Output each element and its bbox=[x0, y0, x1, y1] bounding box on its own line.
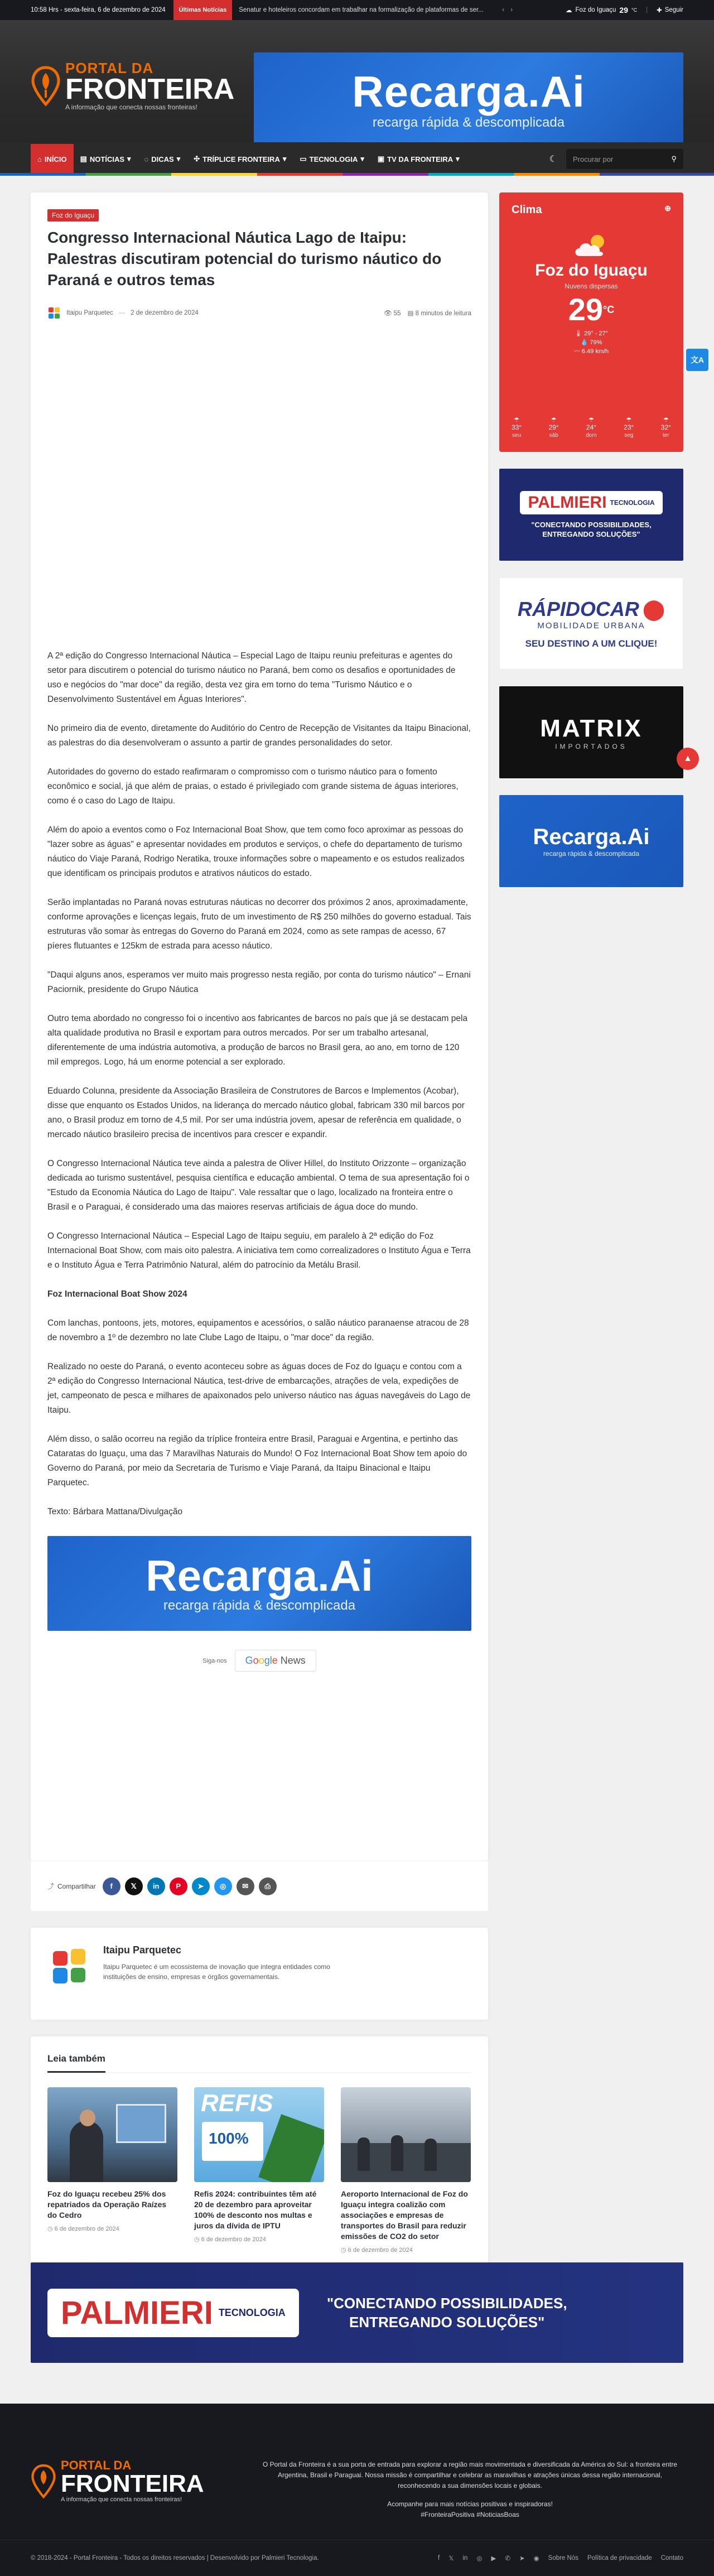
article-paragraph: Realizado no oeste do Paraná, o evento aconteceu sobre as águas doces de Foz do Iguaçu e contou com a 2ª edição do Congresso Internacional Náutica, test-drive de embarcações, atrações de vela, expedições de jet, campeonato de pesca e milhares de apaixonados pelo universo náutico nas águas navegáveis do Lago de Itaipu. bbox=[47, 1362, 471, 1415]
weather-forecast bbox=[512, 416, 671, 439]
sidebar bbox=[499, 192, 683, 887]
rapidocar-ad[interactable]: RÁPIDOCAR ⬤ MOBILIDADE URBANA SEU DESTINO A UM CLIQUE! bbox=[499, 577, 683, 670]
copyright: © 2018-2024 - Portal Fronteira - Todos os direitos reservados | Desenvolvido por Palmieri Tecnologia. bbox=[31, 2555, 319, 2561]
weather-condition: Nuvens dispersas bbox=[565, 282, 618, 290]
instagram-icon[interactable]: ◎ bbox=[476, 2555, 483, 2562]
thermometer-icon: 🌡 bbox=[574, 330, 584, 337]
weather-temp: $29^{^\circ C}$ bbox=[568, 292, 615, 327]
follow-button[interactable]: ✚ Seguir bbox=[657, 7, 683, 14]
latest-news-label: Últimas Notícias bbox=[173, 0, 233, 20]
tv-icon: ▣ bbox=[377, 155, 385, 163]
article-paragraph: "Daqui alguns anos, esperamos ver muito mais progresso nesta região, por conta do turismo náutico" – Ernani Paciornik, presidente do Grupo Náutica bbox=[47, 970, 471, 994]
map-pin-icon: ⬤ bbox=[642, 598, 665, 620]
weather-stats: 🌡 29° - 27° 💧 79% 〰 6.49 km/h bbox=[573, 330, 609, 355]
related-thumbnail: REFIS 100% bbox=[194, 2087, 324, 2182]
nav-triplice-fronteira[interactable]: ✣ TRÍPLICE FRONTEIRA ▾ bbox=[194, 155, 287, 163]
email-share-icon[interactable]: ✉ bbox=[237, 1877, 254, 1895]
article-paragraph: No primeiro dia de evento, diretamente do Auditório do Centro de Recepção de Visitantes da Itaipu Binacional, as palestras do dia desenvolveram o assunto a partir de grandes personalidades do setor. bbox=[47, 724, 471, 748]
translate-widget-button[interactable] bbox=[686, 349, 708, 371]
chevron-up-icon: ▲ bbox=[683, 754, 692, 763]
search-icon[interactable]: ⚲ bbox=[671, 155, 677, 163]
rain-icon: ☂ bbox=[588, 417, 594, 423]
share-icon: ⤴ bbox=[47, 1882, 55, 1890]
related-heading: Leia também bbox=[47, 2053, 105, 2073]
chevron-down-icon: ▾ bbox=[456, 155, 460, 163]
rain-icon: ☂ bbox=[551, 417, 557, 423]
footer-link-contato[interactable]: Contato bbox=[660, 2555, 683, 2561]
author-link[interactable]: Itaipu Parquetec bbox=[66, 310, 113, 316]
back-to-top-button[interactable] bbox=[677, 748, 699, 770]
footer-logo[interactable]: PORTAL DA FRONTEIRA A informação que conecta nossas fronteiras! bbox=[31, 2459, 204, 2503]
recarga-ad[interactable]: Recarga.Ai recarga rápida & descomplicada bbox=[499, 795, 683, 887]
related-post[interactable]: REFIS 100% Refis 2024: contribuintes têm até 20 de dezembro para aproveitar 100% de desconto nos multas e juros da dívida de IPTU ◷ 6 de dezembro de 2024 bbox=[194, 2087, 324, 2254]
author-name-link[interactable]: Itaipu Parquetec bbox=[103, 1944, 182, 1956]
article-paragraph: Além do apoio a eventos como o Foz Internacional Boat Show, que tem como foco aproximar as pessoas do "lazer sobre as águas" e apresentar novidades em produtos e serviços, o chefe do departamento de turismo náutico do Viaje Paraná, Rodrigo Neratika, trouxe informações sobre o mapeamento e os estudos realizados que identificam os principais produtos e atrativos náuticos do estado. bbox=[47, 825, 465, 878]
article-paragraph: A 2ª edição do Congresso Internacional Náutica – Especial Lago de Itaipu reuniu prefeituras e agentes do setor para discutirem o potencial do turismo náutico no Paraná, bem como os desafios e oportunidades de uso e negócios do "mar doce" da região, desta vez gira em torno do tema "Turismo Náutico e o Desenvolvimento Sustentável em Águas Interiores". bbox=[47, 651, 456, 704]
article-subheading: Foz Internacional Boat Show 2024 bbox=[47, 1289, 187, 1299]
dark-mode-toggle-icon[interactable]: ☾ bbox=[549, 155, 557, 164]
plus-icon: ✚ bbox=[657, 7, 662, 14]
telegram-share-icon[interactable]: ➤ bbox=[192, 1877, 210, 1895]
lightbulb-icon: ◌ bbox=[144, 155, 149, 163]
site-footer bbox=[0, 2404, 714, 2576]
article-title: Congresso Internacional Náutica Lago de Itaipu: Palestras discutiram potencial do turismo náutico do Paraná e outros temas bbox=[47, 229, 442, 288]
related-thumbnail bbox=[341, 2087, 471, 2182]
footer-link-sobre[interactable]: Sobre Nós bbox=[548, 2555, 578, 2561]
article bbox=[31, 192, 488, 1861]
globe-icon: ✣ bbox=[194, 155, 200, 163]
article-paragraph: Com lanchas, pontoons, jets, motores, equipamentos e acessórios, o salão náutico paranaense atracou de 28 de novembro a 1º de dezembro no late Clube Lago de Itaipu, o "mar doce" da região. bbox=[47, 1318, 469, 1342]
portal-mark-icon bbox=[31, 2463, 56, 2499]
embedded-media-area bbox=[47, 320, 471, 649]
nav-noticias[interactable]: ▤ NOTÍCIAS ▾ bbox=[80, 155, 131, 163]
site-header bbox=[0, 20, 714, 142]
rain-icon: ☂ bbox=[514, 417, 520, 423]
news-ticker-link[interactable]: Senatur e hoteleiros concordam em trabalhar na formalização de plataformas de ser... bbox=[239, 7, 484, 13]
inline-ad-banner[interactable]: Recarga.Ai recarga rápida & descomplicada bbox=[47, 1536, 471, 1631]
clock-icon: ◷ bbox=[341, 2247, 348, 2254]
related-posts bbox=[31, 2036, 488, 2276]
search-box[interactable] bbox=[566, 149, 683, 169]
search-input[interactable]: Procurar por bbox=[573, 155, 614, 163]
print-share-icon[interactable]: ⎙ bbox=[259, 1877, 277, 1895]
laptop-icon: ▭ bbox=[300, 155, 307, 163]
linkedin-icon[interactable]: in bbox=[462, 2555, 468, 2561]
article-credit: Texto: Bárbara Mattana/Divulgação bbox=[47, 1507, 183, 1516]
facebook-icon[interactable]: f bbox=[438, 2555, 440, 2561]
banner-subtitle: recarga rápida & descomplicada bbox=[372, 115, 565, 130]
banner-title: Recarga.Ai bbox=[352, 67, 585, 116]
x-icon[interactable]: 𝕏 bbox=[448, 2555, 454, 2562]
logo-line2: FRONTEIRA bbox=[65, 73, 235, 105]
chevron-down-icon: ▾ bbox=[360, 155, 364, 163]
header-ad-banner[interactable] bbox=[254, 52, 683, 147]
weather-city: Foz do Iguaçu bbox=[535, 261, 648, 280]
article-paragraph: O Congresso Internacional Náutica teve ainda a palestra de Oliver Hillel, do Instituto Orizzonte – organização dedicada ao turismo sustentável, pesquisa científica e educação ambiental. O tema de sua apresentação foi o "Estudo da Economia Náutica do Lago de Itaipu". Vale ressaltar que o lago, localizado na fronteira entre o Brasil e o Paraguai, é considerado uma das maiores reservas artificiais de água doce do mundo. bbox=[47, 1159, 470, 1212]
current-date: 10:58 Hrs - sexta-feira, 6 de dezembro de 2024 bbox=[31, 7, 166, 13]
nav-dicas[interactable]: ◌ DICAS ▾ bbox=[144, 155, 181, 163]
main-nav bbox=[0, 142, 714, 176]
pinterest-share-icon[interactable]: P bbox=[170, 1877, 187, 1895]
x-share-icon[interactable]: 𝕏 bbox=[125, 1877, 143, 1895]
weather-cloud-icon bbox=[572, 232, 611, 261]
clock-icon: ◷ bbox=[194, 2236, 201, 2243]
category-badge[interactable]: Foz do Iguaçu bbox=[47, 209, 99, 222]
weather-widget bbox=[499, 192, 683, 452]
forecast-day: ☂ 23° seg bbox=[624, 417, 634, 439]
chevron-down-icon: ▾ bbox=[176, 155, 181, 163]
read-time: ▤ 8 minutos de leitura bbox=[407, 310, 471, 317]
matrix-ad[interactable]: MATRIX IMPORTADOS bbox=[499, 686, 683, 778]
related-post[interactable]: Foz do Iguaçu recebeu 25% dos repatriados da Operação Raízes do Cedro ◷ 6 de dezembro de 2024 bbox=[47, 2087, 177, 2254]
author-avatar bbox=[47, 306, 61, 320]
wind-icon: 〰 bbox=[573, 348, 582, 355]
related-thumbnail bbox=[47, 2087, 177, 2182]
portal-mark-icon bbox=[31, 65, 61, 107]
article-meta: Itaipu Parquetec — 2 de dezembro de 2024 👁 55 ▤ 8 minutos de leitura bbox=[47, 306, 471, 320]
location-icon[interactable]: ⊕ bbox=[664, 204, 671, 213]
share-bar: ⤴ Compartilhar f 𝕏 in P ➤ ◎ ✉ ⎙ bbox=[31, 1861, 488, 1911]
rain-icon: ☂ bbox=[663, 417, 669, 423]
home-icon: ⌂ bbox=[37, 155, 42, 163]
chevron-down-icon: ▾ bbox=[282, 155, 287, 163]
nav-inicio[interactable]: ⌂ INÍCIO bbox=[31, 144, 74, 175]
ticker-nav[interactable]: ‹ › bbox=[502, 7, 515, 13]
article-paragraph: Outro tema abordado no congresso foi o incentivo aos fabricantes de barcos no país que já se destacam pela alta qualidade produtiva no Brasil e exportam para outros mercados. Por ser um trabalho artesanal, diferentemente de uma indústria automotiva, a produção de barcos no Brasil gera, ao ano, em torno de 120 mil empregos. Logo, há um enorme potencial a ser explorado. bbox=[47, 1014, 468, 1067]
site-logo[interactable] bbox=[31, 58, 237, 114]
google-news-follow: Siga-nos Google News bbox=[47, 1650, 471, 1672]
footer-link-privacidade[interactable]: Política de privacidade bbox=[587, 2555, 652, 2561]
article-body bbox=[47, 649, 471, 1519]
messenger-share-icon[interactable]: ◎ bbox=[214, 1877, 232, 1895]
bottom-palmieri-banner[interactable]: PALMIERI TECNOLOGIA "CONECTANDO POSSIBILIDADES, ENTREGANDO SOLUÇÕES" bbox=[31, 2262, 683, 2363]
author-box bbox=[31, 1928, 488, 2020]
facebook-share-icon[interactable]: f bbox=[103, 1877, 120, 1895]
top-bar: 10:58 Hrs - sexta-feira, 6 de dezembro de 2024 Últimas Notícias Senatur e hoteleiros concordam em trabalhar na formalização de plataformas de ser... ‹ › ☁ Foz do Iguaçu 29 °C | ✚ Seguir bbox=[0, 0, 714, 20]
palmieri-ad[interactable]: PALMIERI TECNOLOGIA "CONECTANDO POSSIBILIDADES, ENTREGANDO SOLUÇÕES" bbox=[499, 469, 683, 561]
nav-tecnologia[interactable]: ▭ TECNOLOGIA ▾ bbox=[300, 155, 364, 163]
forecast-day: ☂ 24° dom bbox=[586, 417, 597, 439]
google-news-label: News bbox=[280, 1655, 306, 1666]
whatsapp-icon[interactable]: ✆ bbox=[505, 2555, 510, 2562]
book-icon: ▤ bbox=[407, 310, 416, 317]
author-description: Itaipu Parquetec é um ecossistema de inovação que integra entidades como instituições de ensino, empresas e órgãos governamentais. bbox=[103, 1963, 330, 1981]
forecast-day: ☂ 32° ter bbox=[660, 417, 671, 439]
rss-icon[interactable]: ◉ bbox=[533, 2555, 539, 2562]
article-paragraph: Autoridades do governo do estado reafirmaram o compromisso com o turismo náutico para o fomento econômico e social, já que além de praias, o estado é privilegiado com grande sistema de águas interiores, como é o caso do Lago de Itaipu. bbox=[47, 767, 459, 806]
main-content bbox=[31, 192, 488, 2276]
news-icon: ▤ bbox=[80, 155, 87, 163]
google-news-button[interactable]: Google News bbox=[235, 1650, 316, 1672]
clock-icon: ◷ bbox=[47, 2226, 55, 2232]
related-post[interactable]: Aeroporto Internacional de Foz do Iguaçu integra coalizão com associações e empresas de transportes do Brasil para reduzir emissões de CO2 do setor ◷ 6 de dezembro de 2024 bbox=[341, 2087, 471, 2254]
translate-icon: 文A bbox=[690, 355, 705, 364]
rain-icon: ☂ bbox=[626, 417, 632, 423]
humidity-icon: 💧 bbox=[580, 339, 590, 346]
cloud-icon: ☁ bbox=[566, 7, 572, 14]
eye-icon: 👁 bbox=[383, 310, 394, 317]
article-paragraph: Serão implantadas no Paraná novas estruturas náuticas no decorrer dos próximos 2 anos, aproximadamente, conforme aprovações e licenças legais, fruto de um investimento de R$ 250 milhões do governo estadual. Tais estruturas vão somar às entregas do Governo do Paraná em 2024, como as sete rampas de acesso, 67 píeres flutuantes e 125km de estrada para acesso náutico. bbox=[47, 898, 471, 951]
youtube-icon[interactable]: ▶ bbox=[491, 2555, 496, 2562]
article-paragraph: Além disso, o salão ocorreu na região da tríplice fronteira entre Brasil, Paraguai e Argentina, e pertinho das Cataratas do Iguaçu, uma das 7 Maravilhas Naturais do Mundo! O Foz Internacional Boat Show tem apoio do Governo do Paraná, por meio da Secretaria de Turismo e Viaje Paraná, da Itaipu Binacional e Itaipu Parquetec. bbox=[47, 1434, 467, 1487]
forecast-day: ☂ 29° sáb bbox=[548, 417, 559, 439]
author-logo bbox=[47, 1944, 92, 1989]
nav-color-stripe bbox=[0, 173, 714, 176]
weather-heading: Clima bbox=[512, 204, 542, 216]
chevron-down-icon: ▾ bbox=[127, 155, 131, 163]
article-date: 2 de dezembro de 2024 bbox=[131, 310, 199, 316]
logo-line1: PORTAL DA bbox=[65, 60, 154, 76]
article-paragraph: Eduardo Colunna, presidente da Associação Brasileira de Construtores de Barcos e Implementos (Acobar), disse que enquanto os Estados Unidos, na liderança do mercado náutico global, fabricam 330 mil barcos por ano, o Brasil produz em torno de 4,5 mil. Por ser uma indústria jovem, apesar de referência em qualidade, o mercado náutico brasileiro precisa de incentivos para crescer e expandir. bbox=[47, 1086, 465, 1139]
linkedin-share-icon[interactable]: in bbox=[147, 1877, 165, 1895]
footer-about: O Portal da Fronteira é a sua porta de entrada para explorar a região mais movimentada e diversificada da América do Sul: a fronteira entre Argentina, Brasil e Paraguai. Nossa missão é compartilhar e celebrar as maravilhas e atrações únicas dessa região internacional, reconhecendo a sua dimensões locais e globais. Acompanhe para mais notícias positivas e inspiradoras! #FronteiraPositiva #NoticiasBoas bbox=[262, 2461, 678, 2519]
nav-tv-da-fronteira[interactable]: ▣ TV DA FRONTEIRA ▾ bbox=[377, 155, 460, 163]
article-paragraph: O Congresso Internacional Náutica – Especial Lago de Itaipu seguiu, em paralelo à 2ª edição do Foz Internacional Boat Show, com mais oito palestra. A iniciativa tem como correalizadores o Instituto Água e Terra e o Instituto Água e Terra Patrimônio Natural, além do patrocínio da Metálu Brasil. bbox=[47, 1231, 471, 1270]
telegram-icon[interactable]: ➤ bbox=[519, 2555, 525, 2562]
header-weather: ☁ Foz do Iguaçu 29 °C bbox=[566, 6, 638, 15]
logo-tagline: A informação que conecta nossas fronteiras! bbox=[65, 103, 197, 111]
forecast-day: ☂ 33° seu bbox=[512, 417, 522, 439]
views-count: 👁 55 bbox=[383, 310, 401, 317]
